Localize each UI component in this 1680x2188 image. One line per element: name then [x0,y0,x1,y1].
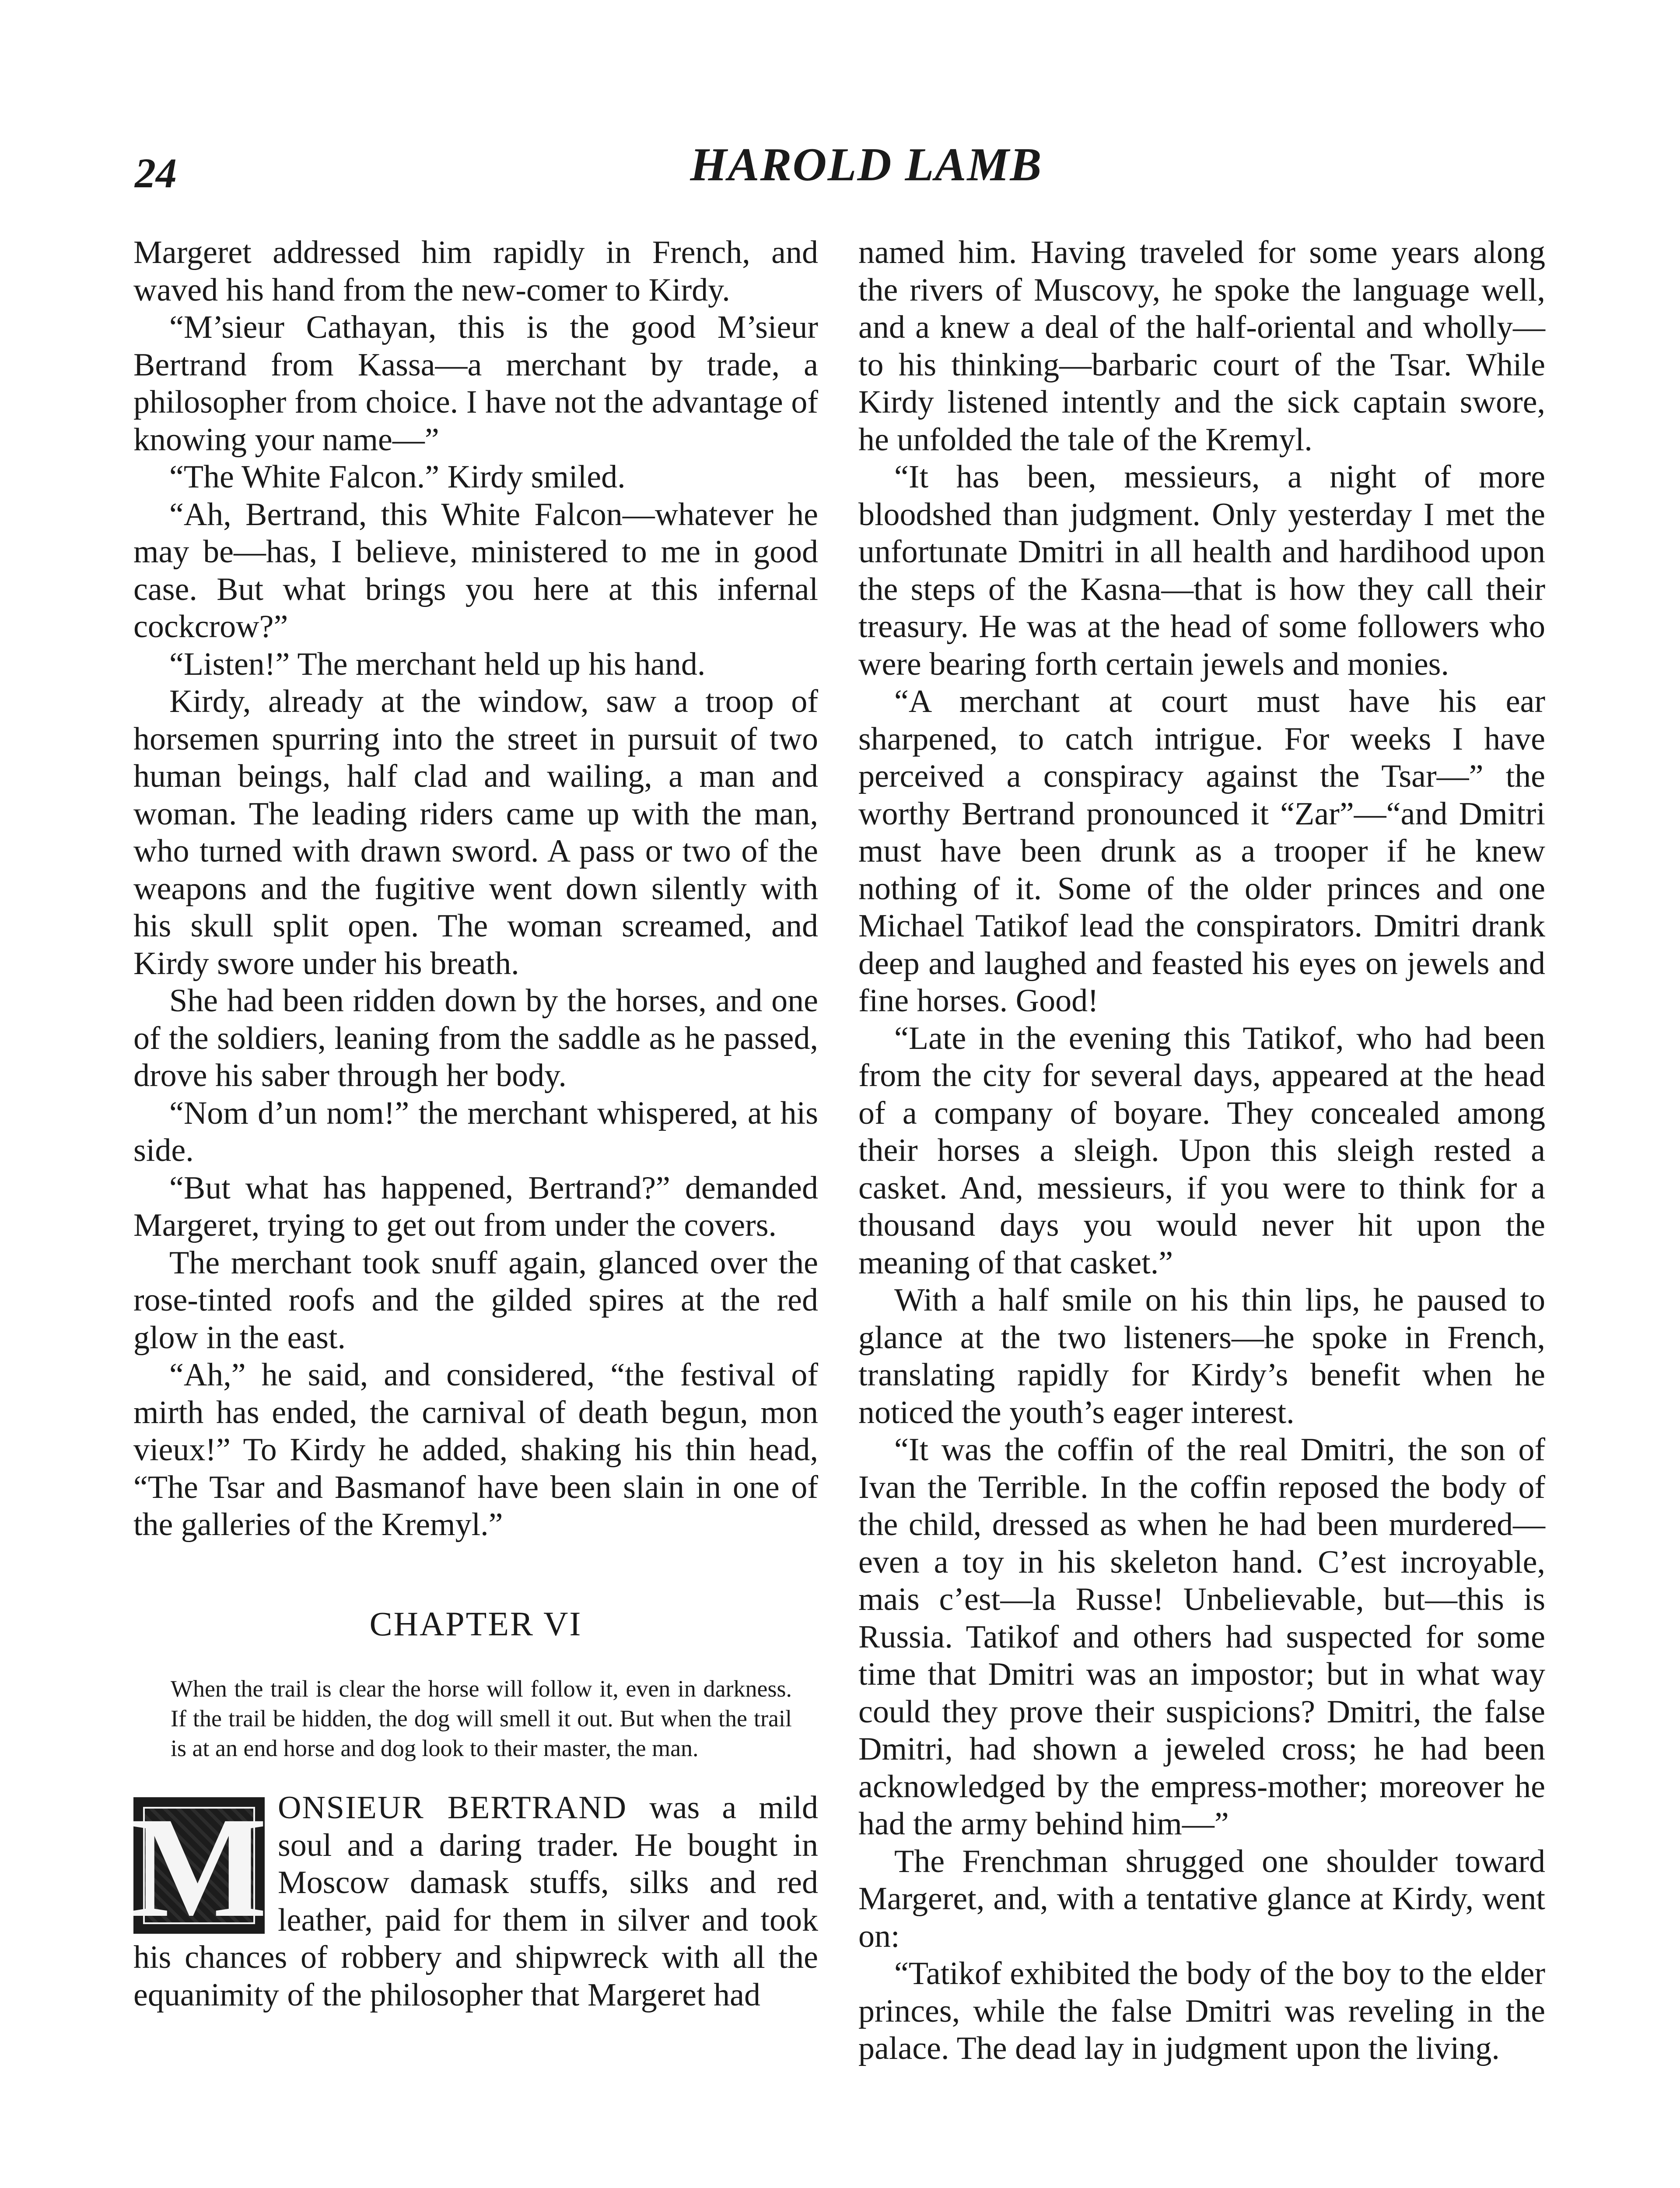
paragraph: “It was the coffin of the real Dmitri, the son of Ivan the Terrible. In the coffin reposed the body of the child, dressed as when he had been murdered—even a toy in his skeleton hand. C’est incroyable, mais c’est—la Russe! Unbelievable, but—this is Russia. Tatikof and others had suspected for some time that Dmitri was an impostor; but in what way could they prove their suspicions? Dmitri, the false Dmitri, had shown a jeweled cross; he had been acknowledged by the empress-mother; moreover he had the army behind him—” [858,1432,1545,1842]
paragraph: “Late in the evening this Tatikof, who had been from the city for several days, appeared at the head of a company of boyare. They concealed among their horses a sleigh. Upon this sleigh rested a casket. And, messieurs, if you were to think for a thousand days you would never hit upon the meaning of that casket.” [858,1020,1545,1281]
dropcap-ornament [131,1788,267,1947]
paragraph: “A merchant at court must have his ear sharpened, to catch intrigue. For weeks I have perceived a conspiracy against the Tsar—” the worthy Bertrand pronounced it “Zar”—“and Dmitri must have been drunk as a trooper if he knew nothing of it. Some of the older princes and one Michael Tatikof lead the conspirators. Dmitri drank deep and laughed and feasted his eyes on jewels and fine horses. Good! [858,684,1545,1019]
paragraph: named him. Having traveled for some years along the rivers of Muscovy, he spoke the language well, and a knew a deal of the half-oriental and wholly—to his thinking—barbaric court of the Tsar. While Kirdy listened intently and the sick captain swore, he unfolded the tale of the Kremyl. [858,235,1545,458]
dropcap-paragraph [133,1789,818,2014]
paragraph: Margeret addressed him rapidly in French, and waved his hand from the new-comer to Kirdy. [133,235,818,308]
dropcap-letter: M [131,1788,267,1947]
right-column [858,234,1545,2068]
paragraph: “Ah, Bertrand, this White Falcon—whatever he may be—has, I believe, ministered to me in good case. But what brings you here at this infernal cockcrow?” [133,496,818,645]
paragraph: “But what has happened, Bertrand?” demanded Margeret, trying to get out from under the covers. [133,1170,818,1243]
paragraph: “Ah,” he said, and considered, “the festival of mirth has ended, the carnival of death begun, mon vieux!” To Kirdy he added, shaking his thin head, “The Tsar and Basmanof have been slain in one of the galleries of the Kremyl.” [133,1357,818,1543]
paragraph: “Tatikof exhibited the body of the boy to the elder princes, while the false Dmitri was reveling in the palace. The dead lay in judgment upon the living. [858,1956,1545,2066]
paragraph: “M’sieur Cathayan, this is the good M’sieur Bertrand from Kassa—a merchant by trade, a philosopher from choice. I have not the advantage of knowing your name—” [133,309,818,458]
epigraph: When the trail is clear the horse will follow it, even in darkness. If the trail be hidden, the dog will smell it out. But when the trail is at an end horse and dog look to their master, the man. [171,1676,792,1761]
paragraph: With a half smile on his thin lips, he paused to glance at the two listeners—he spoke in French, translating rapidly for Kirdy’s benefit when he noticed the youth’s eager interest. [858,1282,1545,1431]
dropcap-lead-words: ONSIEUR BERTRAND [278,1790,627,1826]
paragraph: “Listen!” The merchant held up his hand. [169,646,706,682]
paragraph: “It has been, messieurs, a night of more bloodshed than judgment. Only yesterday I met the unfortunate Dmitri in all health and hardihood upon the steps of the Kasna—that is how they call their treasury. He was at the head of some followers who were bearing forth certain jewels and monies. [858,459,1545,682]
dropcap-frame [131,1788,267,1947]
paragraph: She had been ridden down by the horses, and one of the soldiers, leaning from the saddle as he passed, drove his saber through her body. [133,983,818,1094]
chapter-heading: CHAPTER VI [369,1604,582,1643]
paragraph: The Frenchman shrugged one shoulder toward Margeret, and, with a tentative glance at Kirdy, went on: [858,1843,1545,1954]
page-number: 24 [135,150,177,196]
dropcap-paragraph-text: was a mild soul and a daring trader. He bought in Moscow damask stuffs, silks and red leather, paid for them in silver and took his chances of robbery and shipwreck with all the equanimity of the philosopher that Margeret had [133,1790,818,2013]
running-title: HAROLD LAMB [690,139,1043,191]
left-column [133,234,818,2014]
paragraph: “Nom d’un nom!” the merchant whispered, at his side. [133,1095,818,1168]
paragraph: Kirdy, already at the window, saw a troop of horsemen spurring into the street in pursuit of two human beings, half clad and wailing, a man and woman. The leading riders came up with the man, who turned with drawn sword. A pass or two of the weapons and the fugitive went down silently with his skull split open. The woman screamed, and Kirdy swore under his breath. [133,684,818,982]
paragraph: The merchant took snuff again, glanced over the rose-tinted roofs and the gilded spires at the red glow in the east. [133,1245,818,1356]
paragraph: “The White Falcon.” Kirdy smiled. [169,459,626,495]
